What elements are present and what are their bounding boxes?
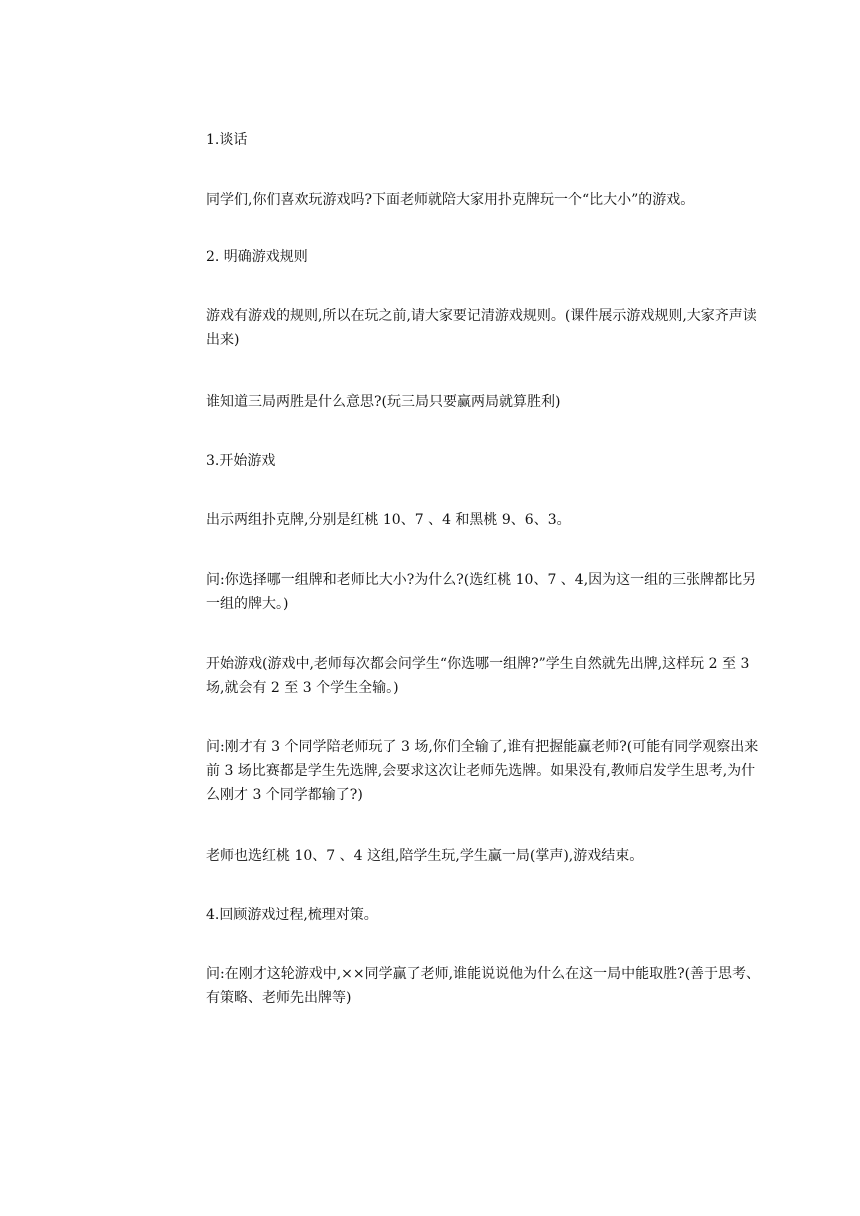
heading-2: 2. 明确游戏规则 xyxy=(206,249,308,265)
paragraph-cards: 出示两组扑克牌,分别是红桃 10、7 、4 和黑桃 9、6、3。 xyxy=(206,512,571,528)
heading-4: 4.回顾游戏过程,梳理对策。 xyxy=(206,907,378,923)
paragraph-teacher-choice: 老师也选红桃 10、7 、4 这组,陪学生玩,学生赢一局(掌声),游戏结束。 xyxy=(206,848,644,864)
paragraph-question-win: 问:刚才有 3 个同学陪老师玩了 3 场,你们全输了,谁有把握能赢老师?(可能有同学观察出来前 3 场比赛都是学生先选牌,会要求这次让老师先选牌。如果没有,教师启发学生思考,为什么刚才 3 个同学都输了?) xyxy=(206,739,759,803)
paragraph-start-game: 开始游戏(游戏中,老师每次都会问学生“你选哪一组牌?”学生自然就先出牌,这样玩 2 至 3 场,就会有 2 至 3 个学生全输。) xyxy=(206,656,750,696)
paragraph-question-choice: 问:你选择哪一组牌和老师比大小?为什么?(选红桃 10、7 、4,因为这一组的三张牌都比另一组的牌大。) xyxy=(206,572,757,612)
heading-3: 3.开始游戏 xyxy=(206,453,276,469)
paragraph-intro: 同学们,你们喜欢玩游戏吗?下面老师就陪大家用扑克牌玩一个“比大小”的游戏。 xyxy=(206,192,695,208)
paragraph-question-review: 问:在刚才这轮游戏中,××同学赢了老师,谁能说说他为什么在这一局中能取胜?(善于思考、有策略、老师先出牌等) xyxy=(206,966,761,1006)
paragraph-rules: 游戏有游戏的规则,所以在玩之前,请大家要记清游戏规则。(课件展示游戏规则,大家齐声读出来) xyxy=(206,308,757,348)
heading-1: 1.谈话 xyxy=(206,132,248,148)
paragraph-question-rules: 谁知道三局两胜是什么意思?(玩三局只要赢两局就算胜利) xyxy=(206,394,561,410)
